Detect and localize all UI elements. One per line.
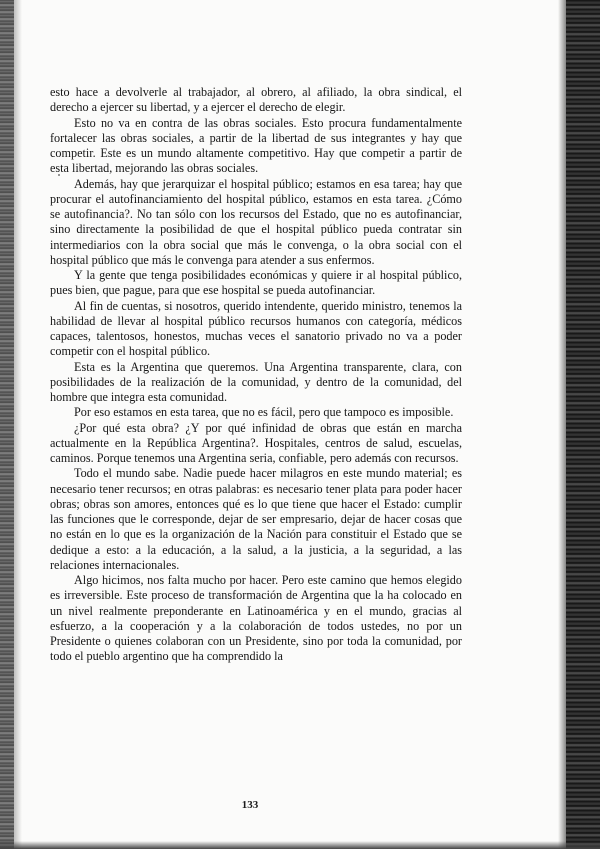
scan-edge-right-shadow: [558, 0, 566, 849]
paragraph: Por eso estamos en esta tarea, que no es fácil, pero que tampoco es imposible.: [74, 405, 454, 420]
paragraph: Además, hay que jerarquizar el hospital público; estamos en esa tarea; hay que procurar el autofinanciamiento del hospital público, estamos en esta tarea. ¿Cómo se autofinancia?. No tan sólo con los recursos del Estado, que no es autofinanciar, sino directamente la posibilidad de que el hospital público pueda contratar sin intermediarios con la obra social que más le convenga, o la obra social con el hospital público que más le convenga para atender a sus enfermos.: [50, 176, 462, 267]
paragraph: Y la gente que tenga posibilidades económicas y quiere ir al hospital público, pues bien, que pague, para que ese hospital se pueda autofinanciar.: [50, 268, 462, 298]
paragraph: Esta es la Argentina que queremos. Una Argentina transparente, clara, con posibilidades de la realización de la comunidad, y dentro de la comunidad, del hombre que integra esta comunidad.: [50, 359, 462, 404]
scan-edge-right: [566, 0, 600, 849]
scan-edge-bottom: [0, 841, 600, 849]
paragraph: Algo hicimos, nos falta mucho por hacer. Pero este camino que hemos elegido es irreversible. Este proceso de transformación de Argentina que la ha colocado en un nivel realmente preponderante en Latinoamérica y en el mundo, gracias al esfuerzo, a la cooperación y a la colaboración de todos ustedes, no por un Presidente o quienes colaboran con un Presidente, sino por toda la comunidad, por todo el pueblo argentino que ha comprendido la: [50, 573, 462, 664]
paragraph: Al fin de cuentas, si nosotros, querido intendente, querido ministro, tenemos la habilidad de llevar al hospital público recursos humanos con categoría, médicos capaces, talentosos, honestos, muchas veces el sanatorio privado no va a poder competir con el hospital público.: [50, 298, 462, 359]
paragraph: esto hace a devolverle al trabajador, al obrero, al afiliado, la obra sindical, el derecho a ejercer su libertad, y a ejercer el derecho de elegir.: [50, 85, 462, 115]
scan-edge-left: [0, 0, 14, 849]
page-number: 133: [241, 799, 259, 811]
paragraph: Todo el mundo sabe. Nadie puede hacer milagros en este mundo material; es necesario tener recursos; en otras palabras: es necesario tener plata para poder hacer obras; obras son amores, entonces qué es lo que tiene que hacer el Estado: cumplir las funciones que le corresponde, dejar de ser empresario, dejar de hacer cosas que no están en lo que es la organización de la Nación para constituir el Estado que se dedique a esto: a la educación, a la salud, a la justicia, a la seguridad, a las relaciones internacionales.: [50, 466, 462, 572]
paragraph: Esto no va en contra de las obras sociales. Esto procura fundamentalmente fortalecer las obras sociales, a partir de la libertad de sus integrantes y hay que competir. Este es un mundo altamente competitivo. Hay que competir a partir de esta libertad, mejorando las obras sociales.: [50, 115, 462, 176]
paragraph: ¿Por qué esta obra? ¿Y por qué infinidad de obras que están en marcha actualmente en la República Argentina?. Hospitales, centros de salud, escuelas, caminos. Porque tenemos una Argentina seria, confiable, pero además con recursos.: [50, 420, 462, 465]
scan-edge-left-shadow: [14, 0, 22, 849]
body-text: [50, 85, 462, 665]
